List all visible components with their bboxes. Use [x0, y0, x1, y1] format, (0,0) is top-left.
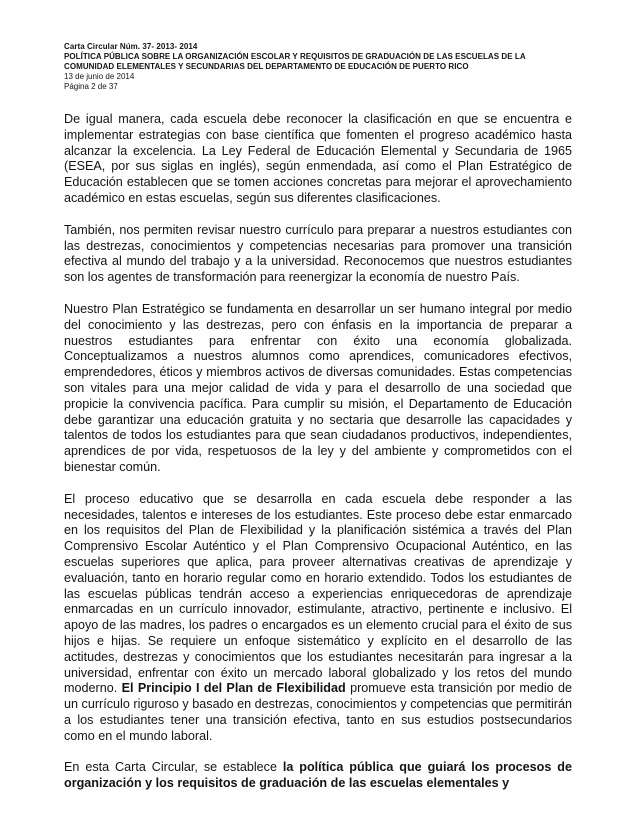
paragraph-4-text-start: El proceso educativo que se desarrolla en cada escuela debe responder a las necesidades, talentos e intereses de los estudiantes. Este proceso debe estar enmarcado en los requisitos del Plan de Flexibilidad y la planificación sistémica a través del Plan Comprensivo Escolar Auténtico y el Plan Comprensivo Ocupacional Auténtico, en las escuelas superiores que aplica, para proveer alternativas creativas de aprendizaje y evaluación, tanto en horario regular como en horario extendido. Todos los estudiantes de las escuelas públicas tendrán acceso a experiencias enriquecedoras de aprendizaje enmarcadas en un currículo innovador, estimulante, atractivo, pertinente e inclusivo. El apoyo de las madres, los padres o encargados es un elemento crucial para el éxito de sus hijos e hijas. Se requiere un enfoque sistemático y explícito en el desarrollo de las actitudes, destrezas y conocimientos que los estudiantes necesitarán para ingresar a la universidad, enfrentar con éxito un mercado laboral globalizado y los retos del mundo moderno.: [64, 491, 572, 696]
paragraph-2: También, nos permiten revisar nuestro currículo para preparar a nuestros estudiantes con las destrezas, conocimientos y competencias necesarias para promover una transición efectiva al mundo del trabajo y a la universidad. Reconocemos que nuestros estudiantes son los agentes de transformación para reenergizar la economía de nuestro País.: [64, 222, 572, 285]
page-header: [64, 42, 584, 92]
paragraph-4-text-end: promueve esta transición por medio de un currículo riguroso y basado en destrezas, conocimientos y competencias que permitirán a los estudiantes tener una transición efectiva, tanto en sus estudios postsecundarios como en el mundo laboral.: [64, 681, 573, 743]
paragraph-5-text-start: En esta Carta Circular, se establece: [64, 760, 277, 775]
circular-number: Carta Circular Núm. 37- 2013- 2014: [64, 42, 198, 51]
document-title-line-1: POLÍTICA PÚBLICA SOBRE LA ORGANIZACIÓN ESCOLAR Y REQUISITOS DE GRADUACIÓN DE LAS ESCUELAS DE LA: [64, 52, 526, 61]
page-number: Página 2 de 37: [64, 82, 118, 91]
paragraph-5: [64, 760, 572, 792]
paragraph-4-bold: El Principio I del Plan de Flexibilidad: [121, 681, 346, 696]
document-date: 13 de junio de 2014: [64, 72, 135, 81]
paragraph-3: Nuestro Plan Estratégico se fundamenta en desarrollar un ser humano integral por medio del conocimiento y las destrezas, pero con énfasis en la importancia de preparar a nuestros estudiantes para enfrentar con éxito una economía globalizada. Conceptualizamos a nuestros alumnos como aprendices, comunicadores efectivos, emprendedores, éticos y miembros activos de diversas comunidades. Estas competencias son vitales para una mejor calidad de vida y para el desarrollo de una sociedad que propicie la convivencia pacífica. Para cumplir su misión, el Departamento de Educación debe garantizar una educación gratuita y no sectaria que desarrolle las capacidades y talentos de todos los estudiantes para que sean ciudadanos productivos, independientes, aprendices de por vida, respetuosos de la ley y del ambiente y comprometidos con el bienestar común.: [64, 301, 572, 474]
document-body: [64, 112, 572, 808]
paragraph-1: De igual manera, cada escuela debe reconocer la clasificación en que se encuentra e implementar estrategias con base científica que fomenten el progreso académico hasta alcanzar la excelencia. La Ley Federal de Educación Elemental y Secundaria de 1965 (ESEA, por sus siglas en inglés), según enmendada, así como el Plan Estratégico de Educación establecen que se tomen acciones concretas para mejorar el aprovechamiento académico en estas escuelas, según sus diferentes clasificaciones.: [64, 112, 572, 205]
paragraph-5-bold: la política pública que guiará los procesos de organización y los requisitos de graduación de las escuelas elementales y: [64, 760, 572, 791]
paragraph-4: [64, 492, 572, 745]
document-title-line-2: COMUNIDAD ELEMENTALES Y SECUNDARIAS DEL DEPARTAMENTO DE EDUCACIÓN DE PUERTO RICO: [64, 62, 469, 71]
